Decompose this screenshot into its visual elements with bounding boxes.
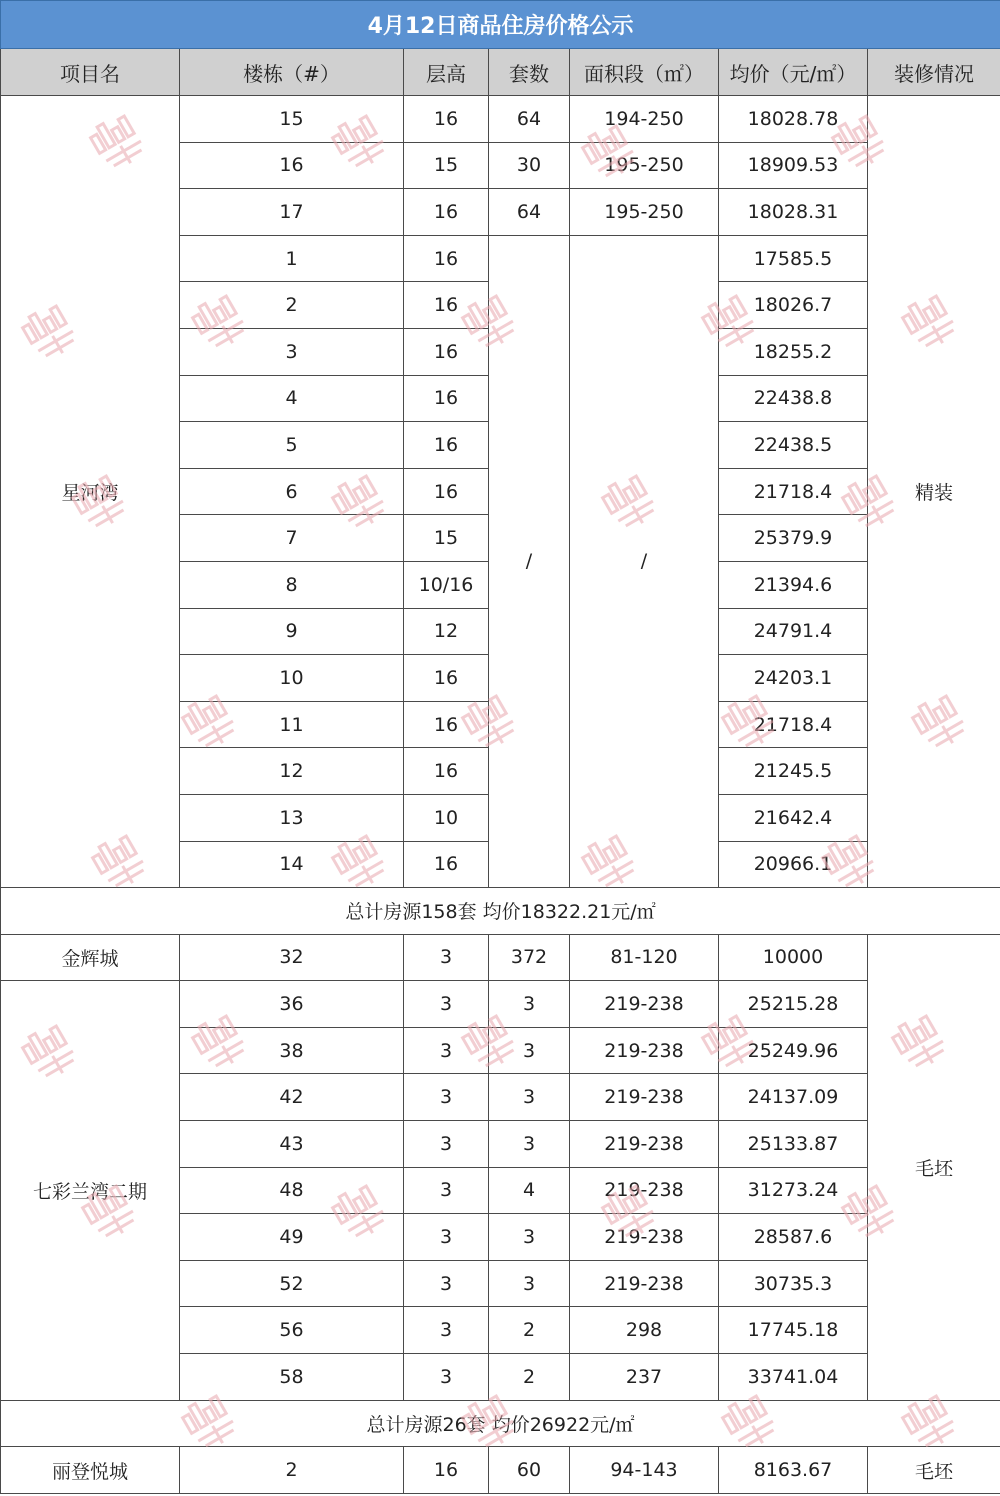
floors-cell: 16 <box>404 701 489 748</box>
building-cell: 49 <box>180 1214 404 1261</box>
summary-row <box>1 888 1000 935</box>
building-cell: 5 <box>180 422 404 469</box>
price-cell: 25379.9 <box>719 515 868 562</box>
units-cell: 3 <box>489 1121 570 1168</box>
area-cell: 194-250 <box>570 96 719 143</box>
price-cell: 25249.96 <box>719 1027 868 1074</box>
building-cell: 3 <box>180 328 404 375</box>
project-name: 金辉城 <box>1 934 180 981</box>
floors-cell: 16 <box>404 422 489 469</box>
project-name: 星河湾 <box>1 96 180 888</box>
building-cell: 12 <box>180 748 404 795</box>
floors-cell: 16 <box>404 375 489 422</box>
price-cell: 18909.53 <box>719 142 868 189</box>
building-cell: 43 <box>180 1121 404 1168</box>
units-cell: 3 <box>489 981 570 1028</box>
building-cell: 17 <box>180 189 404 236</box>
price-cell: 21642.4 <box>719 794 868 841</box>
units-cell: 64 <box>489 189 570 236</box>
price-cell: 24791.4 <box>719 608 868 655</box>
floors-cell: 16 <box>404 655 489 702</box>
building-cell: 6 <box>180 468 404 515</box>
units-cell: 64 <box>489 96 570 143</box>
units-cell: 3 <box>489 1214 570 1261</box>
building-cell: 2 <box>180 282 404 329</box>
area-cell: 219-238 <box>570 1027 719 1074</box>
price-cell: 8163.67 <box>719 1447 868 1494</box>
building-cell: 42 <box>180 1074 404 1121</box>
area-cell: 195-250 <box>570 142 719 189</box>
table-row <box>1 981 1000 1028</box>
building-cell: 10 <box>180 655 404 702</box>
floors-cell: 16 <box>404 468 489 515</box>
table-row <box>1 1447 1000 1494</box>
building-cell: 15 <box>180 96 404 143</box>
header-project: 项目名 <box>1 49 180 96</box>
area-cell: 219-238 <box>570 1121 719 1168</box>
area-cell: 219-238 <box>570 1074 719 1121</box>
floors-cell: 3 <box>404 981 489 1028</box>
price-cell: 24203.1 <box>719 655 868 702</box>
building-cell: 8 <box>180 561 404 608</box>
summary-text: 总计房源26套 均价26922元/㎡ <box>1 1400 1000 1447</box>
units-cell: 3 <box>489 1074 570 1121</box>
summary-row <box>1 1400 1000 1447</box>
building-cell: 16 <box>180 142 404 189</box>
decoration-cell: 精装 <box>868 96 1000 888</box>
page-title: 4月12日商品住房价格公示 <box>1 1 1000 49</box>
price-cell: 22438.5 <box>719 422 868 469</box>
area-cell: 94-143 <box>570 1447 719 1494</box>
building-cell: 36 <box>180 981 404 1028</box>
units-cell: 4 <box>489 1167 570 1214</box>
floors-cell: 16 <box>404 1447 489 1494</box>
building-cell: 14 <box>180 841 404 888</box>
building-cell: 7 <box>180 515 404 562</box>
price-cell: 28587.6 <box>719 1214 868 1261</box>
price-cell: 30735.3 <box>719 1260 868 1307</box>
floors-cell: 3 <box>404 1214 489 1261</box>
area-cell: 219-238 <box>570 1260 719 1307</box>
price-cell: 24137.09 <box>719 1074 868 1121</box>
units-cell: 3 <box>489 1027 570 1074</box>
floors-cell: 3 <box>404 1260 489 1307</box>
project-name: 七彩兰湾二期 <box>1 981 180 1400</box>
price-cell: 18255.2 <box>719 328 868 375</box>
project-name: 丽登悦城 <box>1 1447 180 1494</box>
building-cell: 48 <box>180 1167 404 1214</box>
decoration-cell: 毛坯 <box>868 1447 1000 1494</box>
building-cell: 32 <box>180 934 404 981</box>
floors-cell: 3 <box>404 934 489 981</box>
floors-cell: 15 <box>404 515 489 562</box>
area-cell: 298 <box>570 1307 719 1354</box>
header-units: 套数 <box>489 49 570 96</box>
area-cell: 219-238 <box>570 1214 719 1261</box>
floors-cell: 15 <box>404 142 489 189</box>
area-cell: 195-250 <box>570 189 719 236</box>
header-price: 均价（元/㎡） <box>719 49 868 96</box>
price-cell: 22438.8 <box>719 375 868 422</box>
building-cell: 9 <box>180 608 404 655</box>
header-row <box>1 49 1000 96</box>
floors-cell: 3 <box>404 1307 489 1354</box>
price-cell: 18026.7 <box>719 282 868 329</box>
floors-cell: 16 <box>404 282 489 329</box>
price-cell: 21718.4 <box>719 468 868 515</box>
building-cell: 38 <box>180 1027 404 1074</box>
units-cell: 3 <box>489 1260 570 1307</box>
area-cell-merged: / <box>570 235 719 887</box>
price-cell: 18028.78 <box>719 96 868 143</box>
header-building: 楼栋（#） <box>180 49 404 96</box>
area-cell: 81-120 <box>570 934 719 981</box>
building-cell: 58 <box>180 1354 404 1401</box>
building-cell: 11 <box>180 701 404 748</box>
floors-cell: 16 <box>404 189 489 236</box>
units-cell: 2 <box>489 1307 570 1354</box>
summary-text: 总计房源158套 均价18322.21元/㎡ <box>1 888 1000 935</box>
units-cell: 60 <box>489 1447 570 1494</box>
area-cell: 237 <box>570 1354 719 1401</box>
floors-cell: 12 <box>404 608 489 655</box>
units-cell-merged: / <box>489 235 570 887</box>
floors-cell: 16 <box>404 748 489 795</box>
floors-cell: 3 <box>404 1074 489 1121</box>
units-cell: 372 <box>489 934 570 981</box>
building-cell: 52 <box>180 1260 404 1307</box>
price-cell: 18028.31 <box>719 189 868 236</box>
floors-cell: 3 <box>404 1121 489 1168</box>
price-cell: 17745.18 <box>719 1307 868 1354</box>
price-cell: 21394.6 <box>719 561 868 608</box>
floors-cell: 16 <box>404 96 489 143</box>
price-cell: 33741.04 <box>719 1354 868 1401</box>
header-area: 面积段（㎡） <box>570 49 719 96</box>
building-cell: 56 <box>180 1307 404 1354</box>
area-cell: 219-238 <box>570 981 719 1028</box>
floors-cell: 3 <box>404 1167 489 1214</box>
price-cell: 25215.28 <box>719 981 868 1028</box>
table-row <box>1 96 1000 143</box>
units-cell: 30 <box>489 142 570 189</box>
price-cell: 10000 <box>719 934 868 981</box>
building-cell: 13 <box>180 794 404 841</box>
building-cell: 2 <box>180 1447 404 1494</box>
floors-cell: 16 <box>404 841 489 888</box>
price-cell: 17585.5 <box>719 235 868 282</box>
price-cell: 25133.87 <box>719 1121 868 1168</box>
decoration-cell: 毛坯 <box>868 934 1000 1400</box>
header-floors: 层高 <box>404 49 489 96</box>
building-cell: 4 <box>180 375 404 422</box>
price-cell: 21718.4 <box>719 701 868 748</box>
price-cell: 31273.24 <box>719 1167 868 1214</box>
header-decoration: 装修情况 <box>868 49 1000 96</box>
floors-cell: 16 <box>404 328 489 375</box>
table-row <box>1 934 1000 981</box>
floors-cell: 3 <box>404 1354 489 1401</box>
floors-cell: 16 <box>404 235 489 282</box>
units-cell: 2 <box>489 1354 570 1401</box>
price-cell: 20966.1 <box>719 841 868 888</box>
floors-cell: 10 <box>404 794 489 841</box>
price-cell: 21245.5 <box>719 748 868 795</box>
area-cell: 219-238 <box>570 1167 719 1214</box>
floors-cell: 10/16 <box>404 561 489 608</box>
building-cell: 1 <box>180 235 404 282</box>
floors-cell: 3 <box>404 1027 489 1074</box>
